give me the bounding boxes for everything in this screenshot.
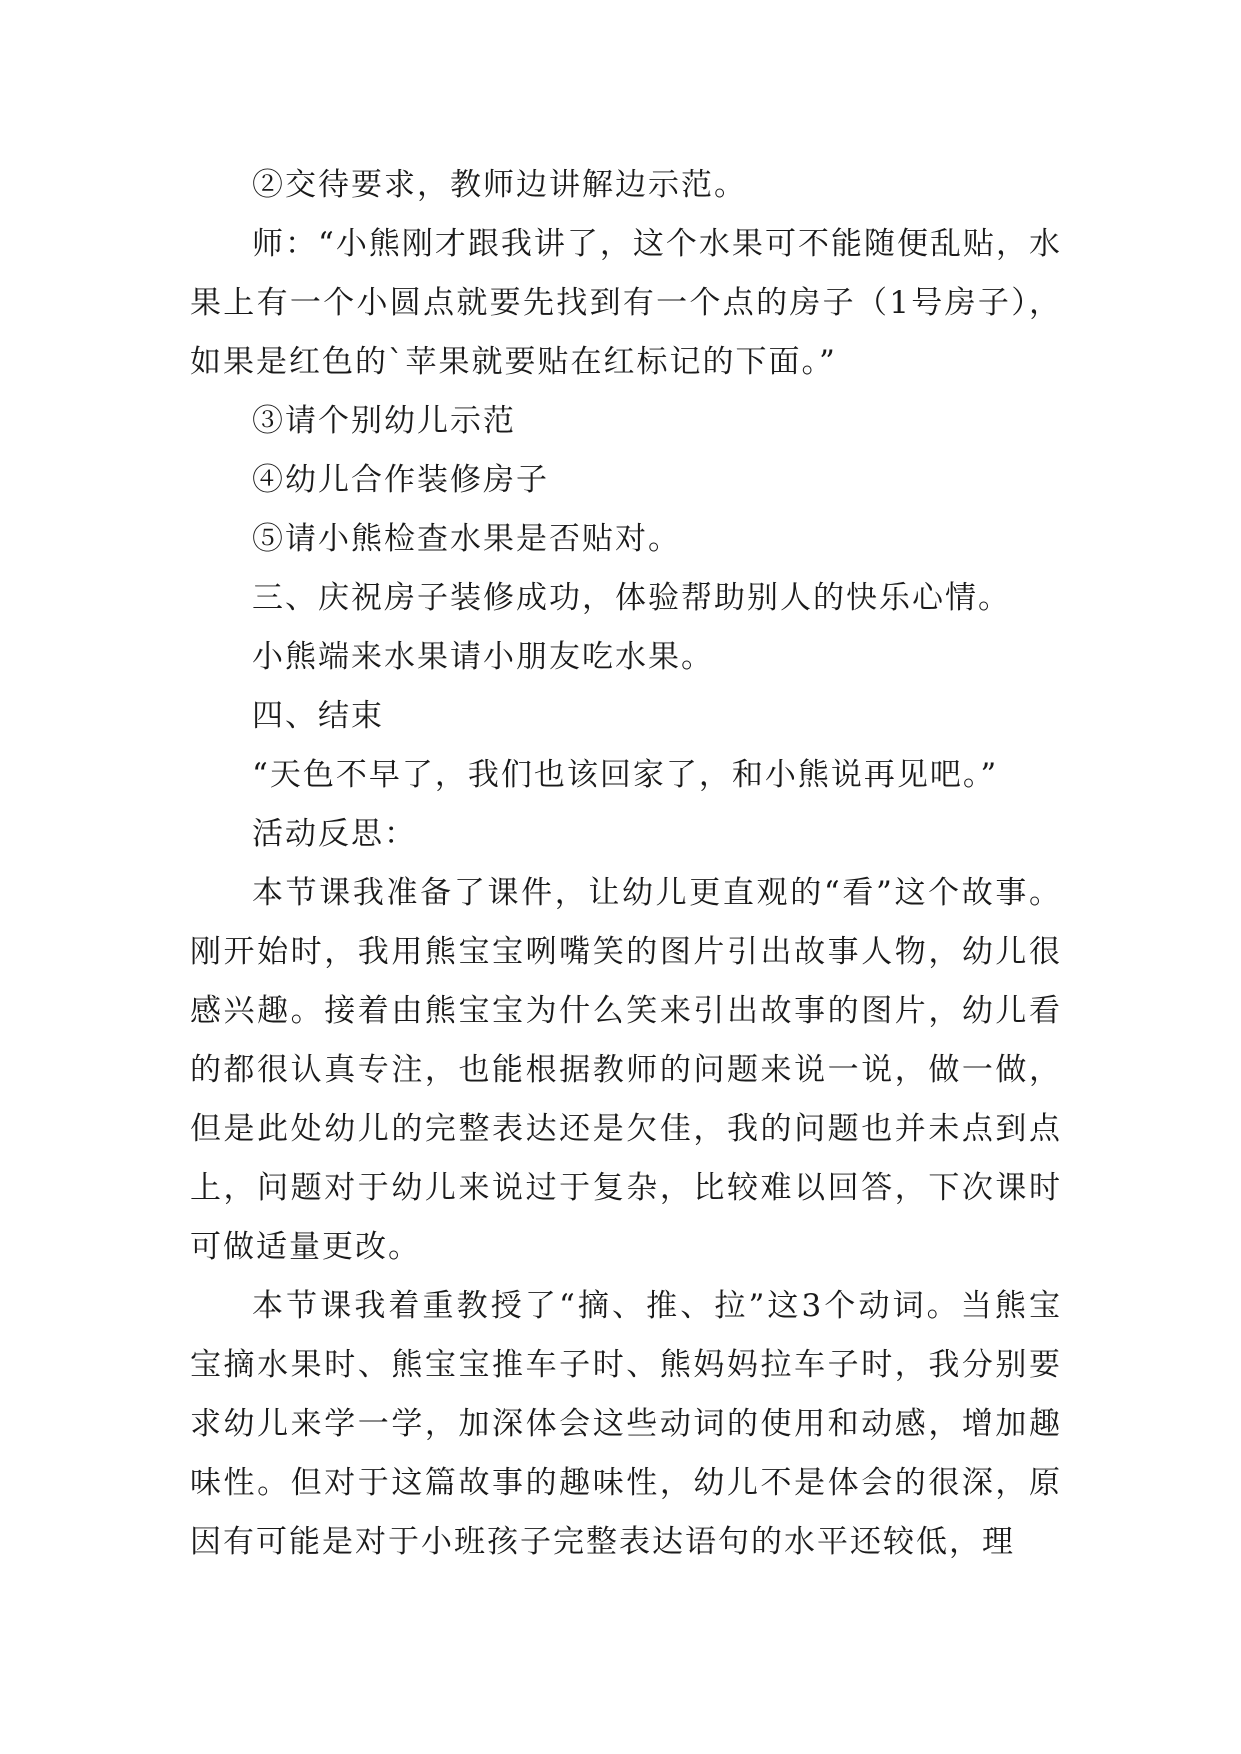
paragraph-reflection-courseware: 本节课我准备了课件，让幼儿更直观的“看”这个故事。刚开始时，我用熊宝宝咧嘴笑的图片引出故事人物，幼儿很感兴趣。接着由熊宝宝为什么笑来引出故事的图片，幼儿看的都很认真专注，也能根据教师的问题来说一说，做一做，但是此处幼儿的完整表达还是欠佳，我的问题也并未点到点上，问题对于幼儿来说过于复杂，比较难以回答，下次课时可做适量更改。: [190, 875, 1062, 1265]
section-heading-reflection: 活动反思：: [252, 816, 417, 852]
paragraph-instruction-demo: ②交待要求，教师边讲解边示范。: [252, 167, 747, 203]
paragraph-goodbye: “天色不早了，我们也该回家了，和小熊说再见吧。”: [252, 757, 999, 793]
paragraph-teacher-speech: 师：“小熊刚才跟我讲了，这个水果可不能随便乱贴，水果上有一个小圆点就要先找到有一个点的房子（1号房子），如果是红色的`苹果就要贴在红标记的下面。”: [190, 226, 1062, 380]
paragraph-cooperate-decorate: ④幼儿合作装修房子: [252, 462, 549, 498]
paragraph-bear-check: ⑤请小熊检查水果是否贴对。: [252, 521, 681, 557]
paragraph-child-demo: ③请个别幼儿示范: [252, 403, 516, 439]
section-heading-celebrate: 三、庆祝房子装修成功，体验帮助别人的快乐心情。: [252, 580, 1011, 616]
document-body: [190, 156, 1062, 1572]
paragraph-eat-fruit: 小熊端来水果请小朋友吃水果。: [252, 639, 714, 675]
paragraph-reflection-verbs: 本节课我着重教授了“摘、推、拉”这3个动词。当熊宝宝摘水果时、熊宝宝推车子时、熊妈妈拉车子时，我分别要求幼儿来学一学，加深体会这些动词的使用和动感，增加趣味性。但对于这篇故事的趣味性，幼儿不是体会的很深，原因有可能是对于小班孩子完整表达语句的水平还较低，理: [190, 1288, 1062, 1560]
section-heading-end: 四、结束: [252, 698, 384, 734]
